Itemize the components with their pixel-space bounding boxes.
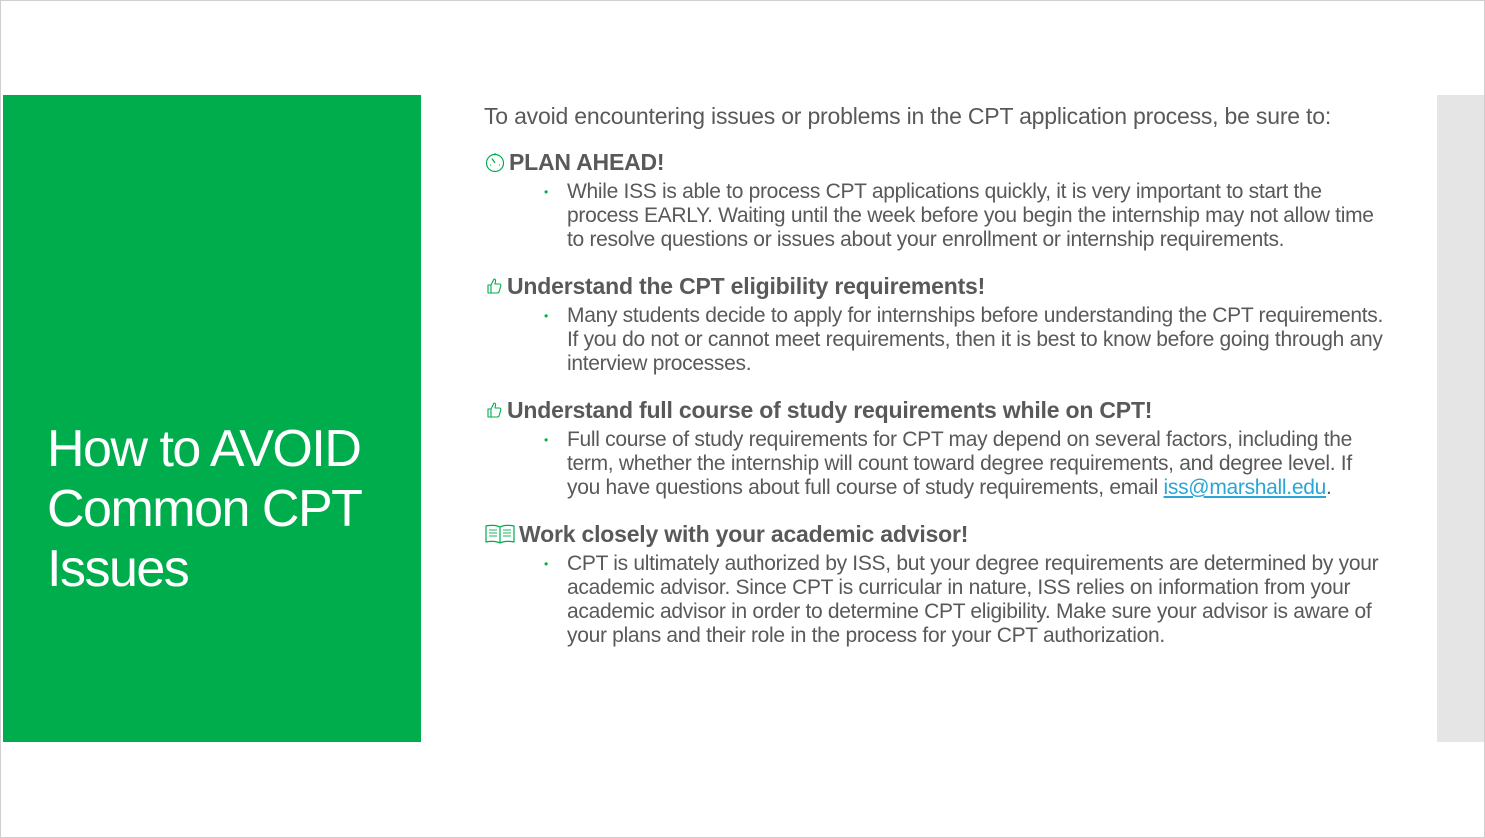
bullet-text: While ISS is able to process CPT applications quickly, it is very important to start the process EARLY. Waiting until the week before you begin the internship may not allow time to resolve questions or issues about your enrollment or internship requirements. (567, 180, 1374, 251)
section-heading (484, 272, 1384, 300)
thumbs-up-icon (484, 276, 504, 296)
bullet-text: CPT is ultimately authorized by ISS, but your degree requirements are determined by your academic advisor. Since CPT is curricular in nature, ISS relies on information from your academic advisor in order to determine CPT eligibility. Make sure your advisor is aware of your plans and their role in the process for your CPT authorization. (567, 552, 1379, 647)
email-link[interactable]: iss@marshall.edu (1163, 476, 1326, 499)
section-heading (484, 520, 1384, 548)
bullet-marker: • (544, 557, 549, 571)
bullet-marker: • (544, 309, 549, 323)
title-panel (3, 95, 421, 742)
section-advisor (484, 520, 1384, 648)
bullet-text-before-link: Full course of study requirements for CPT may depend on several factors, including the term, whether the internship will count toward degree requirements, and degree level. If you have questions about full course of study requirements, email (567, 428, 1353, 499)
section-full-course (484, 396, 1384, 500)
open-book-icon (484, 523, 516, 545)
list-item (544, 304, 1384, 376)
list-item (544, 552, 1384, 648)
section-heading (484, 396, 1384, 424)
list-item (544, 180, 1384, 252)
bullet-text-after-link: . (1325, 476, 1332, 499)
bullet-text: Many students decide to apply for internships before understanding the CPT requirements. If you do not or cannot meet requirements, then it is best to know before going through any interview processes. (567, 304, 1384, 375)
thumbs-up-icon (484, 400, 504, 420)
slide-title-line-1: How to AVOID (47, 420, 361, 478)
side-strip (1437, 95, 1485, 742)
section-heading (484, 148, 1384, 176)
bullet-marker: • (544, 433, 549, 447)
section-plan-ahead (484, 148, 1384, 252)
bullet-marker: • (544, 185, 549, 199)
intro-text: To avoid encountering issues or problems in the CPT application process, be sure to: (484, 103, 1332, 129)
section-heading-text: PLAN AHEAD! (509, 149, 665, 175)
slide-content (484, 103, 1384, 668)
section-heading-text: Understand the CPT eligibility requirements! (507, 273, 986, 299)
slide-title-line-3: Issues (47, 540, 189, 598)
section-heading-text: Work closely with your academic advisor! (519, 521, 969, 547)
section-eligibility (484, 272, 1384, 376)
slide-title (47, 419, 407, 599)
slide-title-line-2: Common CPT (47, 480, 362, 538)
section-heading-text: Understand full course of study requirements while on CPT! (507, 397, 1153, 423)
stopwatch-icon (484, 151, 506, 173)
list-item (544, 428, 1384, 500)
bullet-text (567, 428, 1384, 500)
